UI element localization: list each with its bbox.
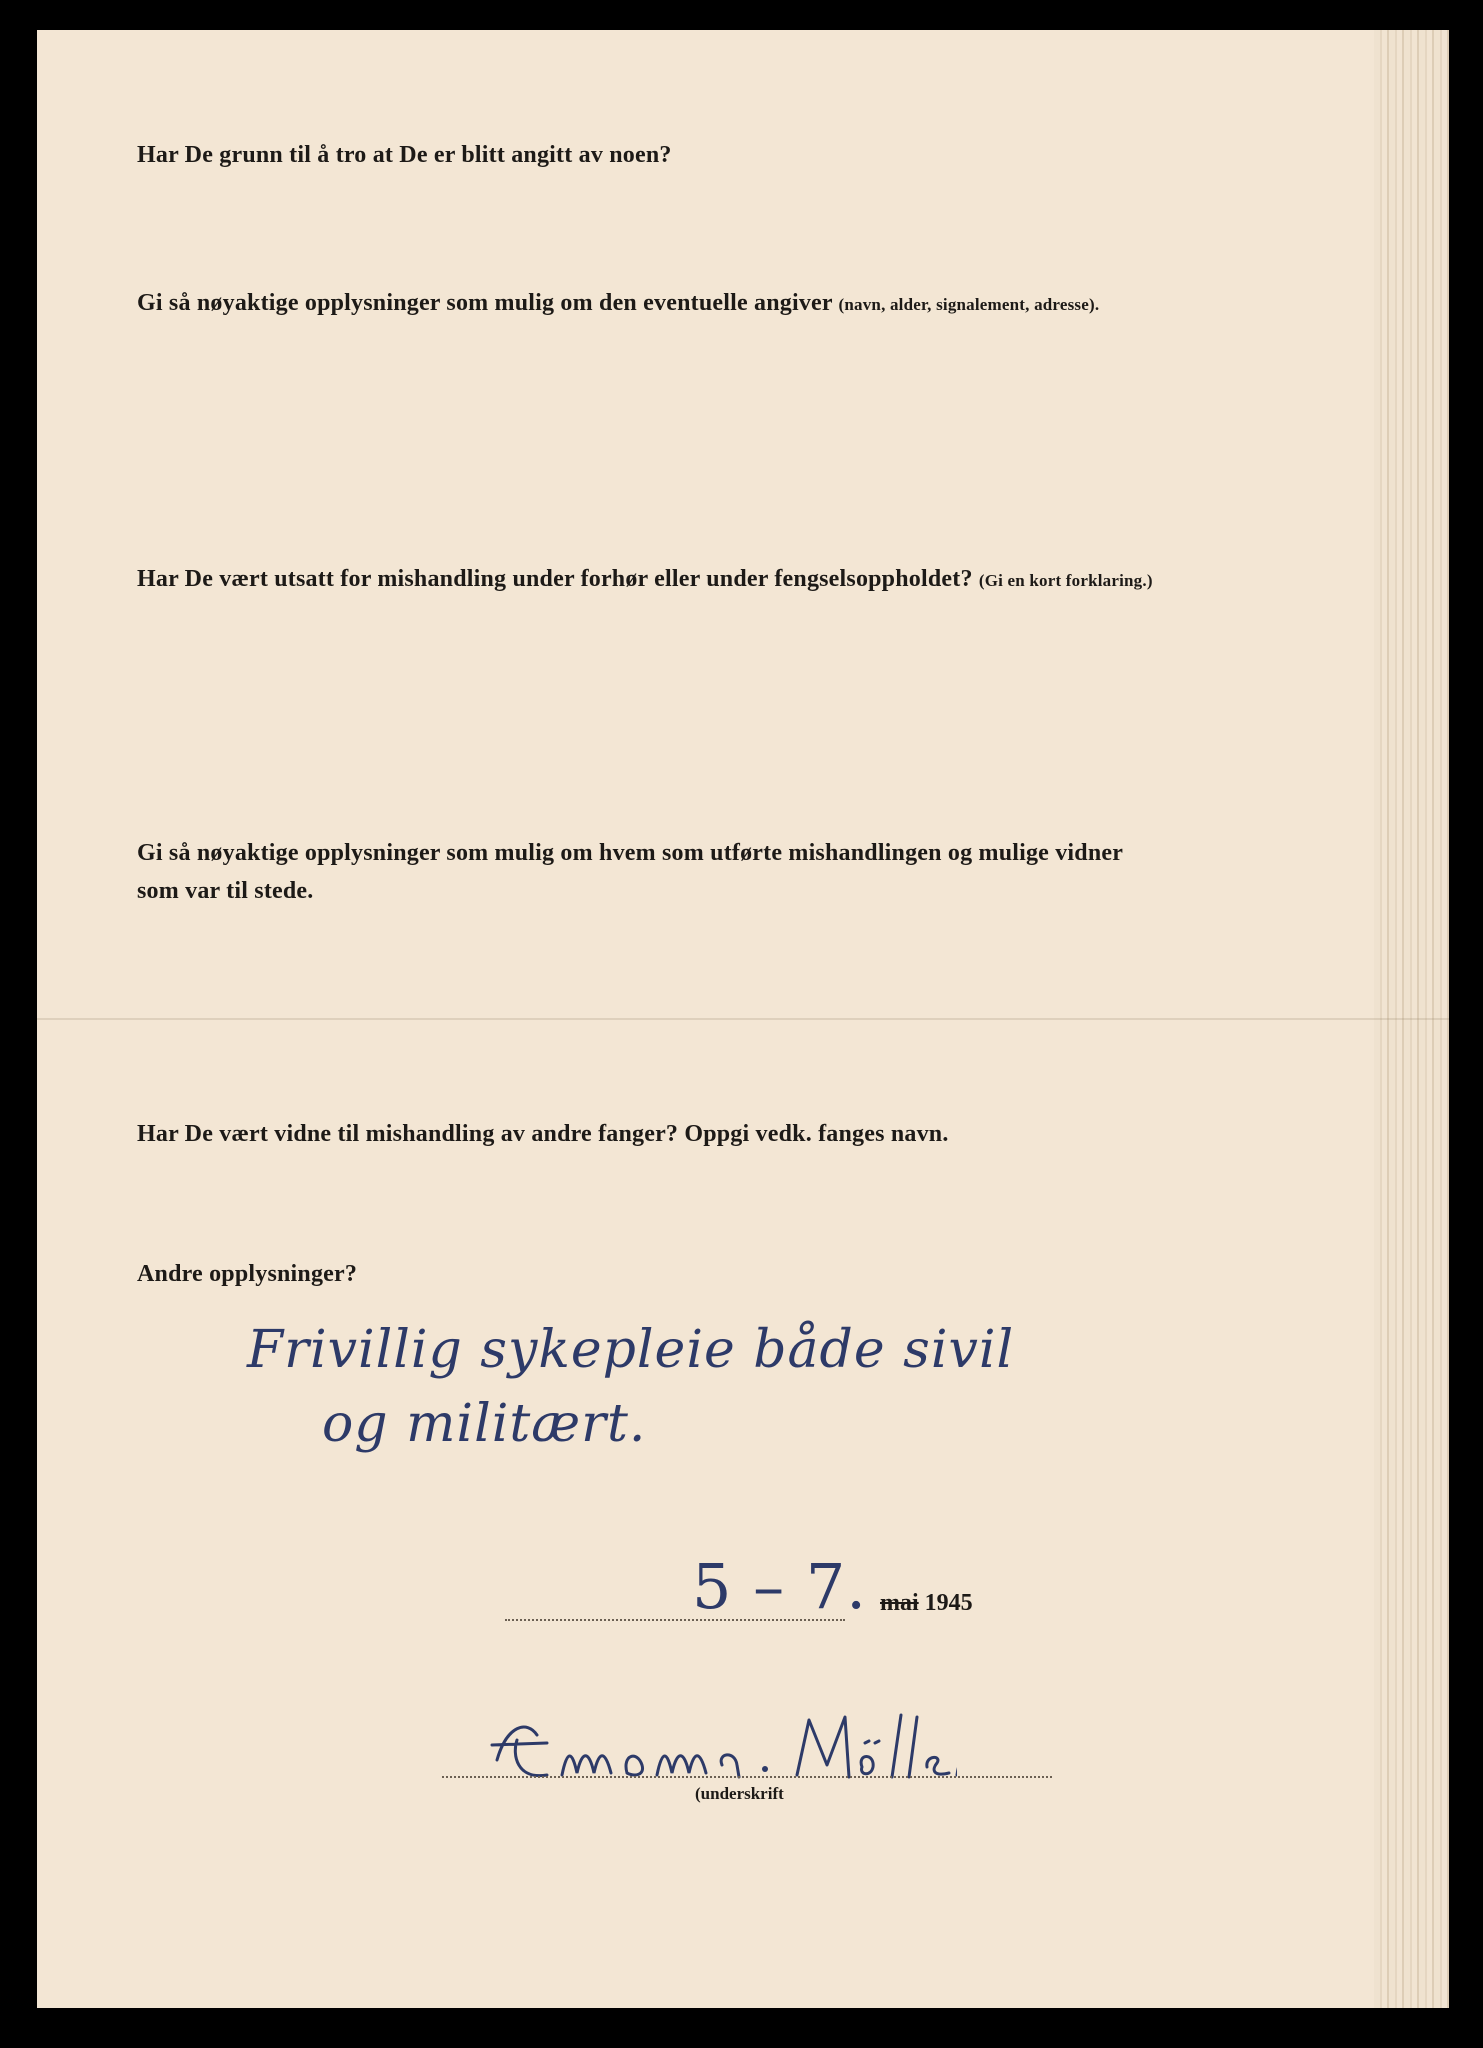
handwritten-answer-line1: Frivillig sykepleie både sivil [247,1320,1015,1380]
question-perpetrators-line1: Gi så nøyaktige opplysninger som mulig om hvem som utførte mishandlingen og mulige vidner [137,840,1124,866]
form-page [37,30,1449,2008]
question-mistreatment-text: Har De vært utsatt for mishandling under forhør eller under fengselsoppholdet? [137,566,973,592]
struck-month: mai [880,1590,919,1616]
date-dotted-line [505,1619,845,1621]
question-perpetrators [137,834,1123,910]
handwritten-answer-line2: og militært. [322,1394,647,1454]
signature-caption: (underskrift [695,1784,784,1803]
question-informer-note: (navn, alder, signalement, adresse). [838,295,1100,314]
question-mistreatment-note: (Gi en kort forklaring.) [978,571,1153,590]
printed-year: 1945 [924,1590,973,1616]
question-informer-details [137,284,1099,324]
fold-line [37,1018,1449,1020]
handwritten-date: 5 – 7. [692,1550,868,1623]
printed-date-suffix [880,1590,973,1617]
question-denounced: Har De grunn til å tro at De er blitt angitt av noen? [137,142,672,168]
signature-drawing [477,1695,957,1795]
signature-dotted-line [442,1776,1052,1778]
question-informer-text: Gi så nøyaktige opplysninger som mulig om den eventuelle angiver [137,290,833,316]
question-perpetrators-line2: som var til stede. [137,878,314,904]
question-other-info: Andre opplysninger? [137,1261,358,1287]
question-witness: Har De vært vidne til mishandling av andre fanger? Oppgi vedk. fanges navn. [137,1121,949,1147]
question-mistreatment [137,560,1153,600]
